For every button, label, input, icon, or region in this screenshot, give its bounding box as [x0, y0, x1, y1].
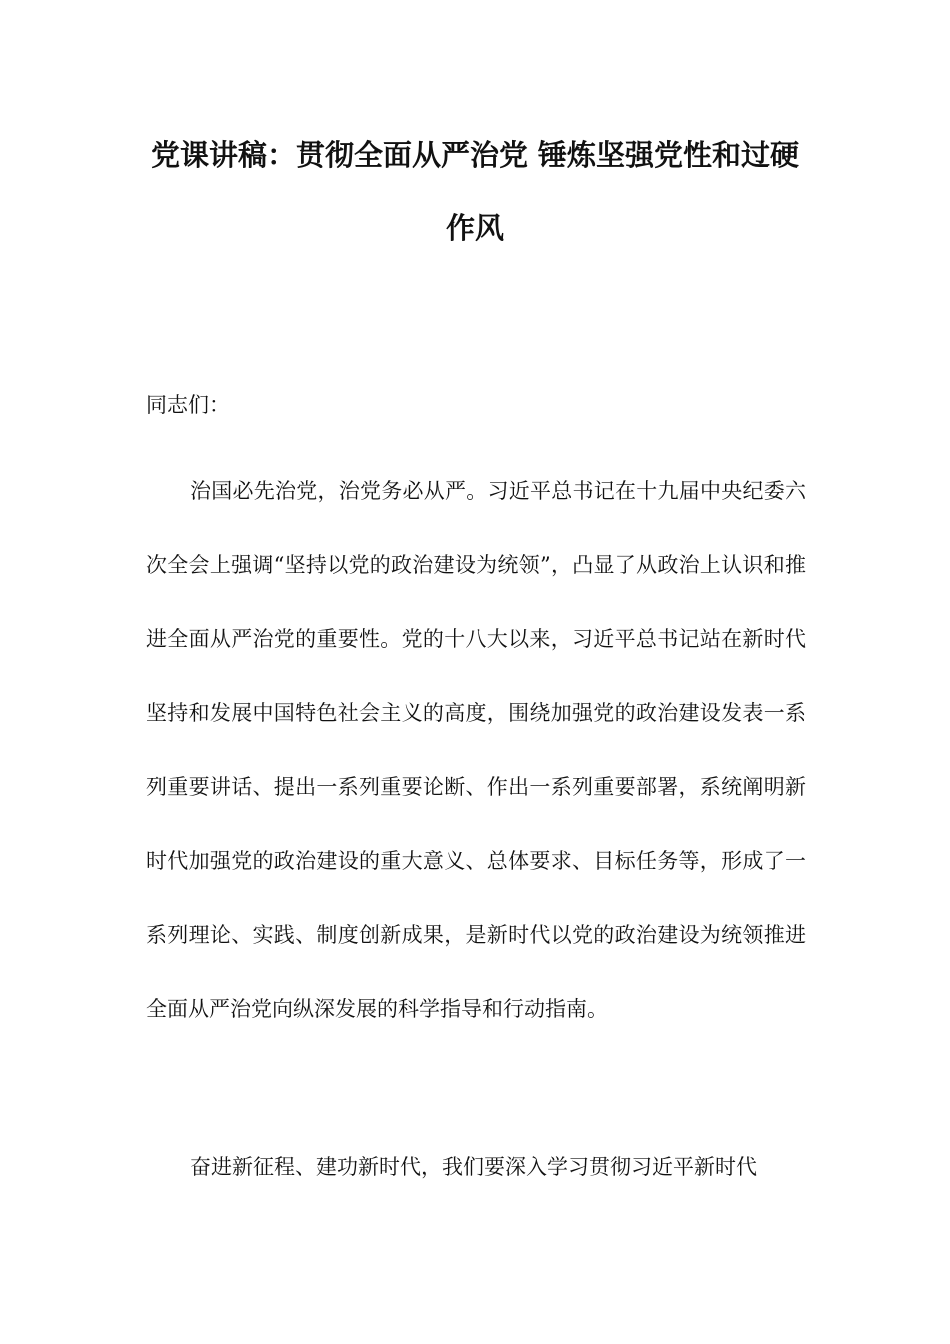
document-title-line-1: 党课讲稿：贯彻全面从严治党 锤炼坚强党性和过硬 — [150, 138, 800, 172]
paragraph-2: 奋进新征程、建功新时代，我们要深入学习贯彻习近平新时代 — [190, 1155, 757, 1179]
paragraph-1: 治国必先治党，治党务必从严。习近平总书记在十九届中央纪委六次全会上强调“坚持以党的政治建设为统领”，凸显了从政治上认识和推进全面从严治党的重要性。党的十八大以来，习近平总书记站在新时代坚持和发展中国特色社会主义的高度，围绕加强党的政治建设发表一系列重要讲话、提出一系列重要论断、作出一系列重要部署，系统阐明新时代加强党的政治建设的重大意义、总体要求、目标任务等，形成了一系列理论、实践、制度创新成果，是新时代以党的政治建设为统领推进全面从严治党向纵深发展的科学指导和行动指南。 — [146, 479, 806, 1021]
salutation: 同志们： — [146, 393, 230, 417]
document-title-line-2: 作风 — [445, 211, 504, 245]
